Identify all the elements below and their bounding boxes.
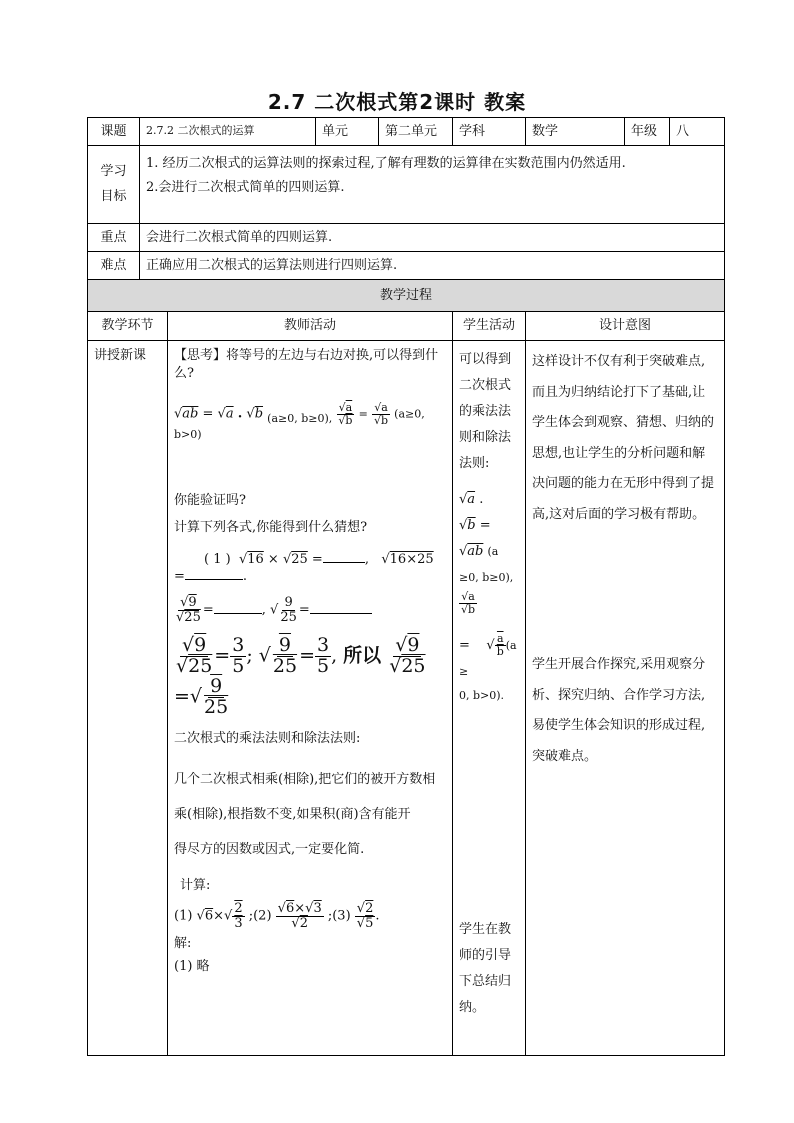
- xueke-label: 学科: [453, 118, 526, 146]
- column-header-row: [88, 312, 725, 341]
- teacher-activity: [168, 341, 453, 1056]
- design-text-1: 这样设计不仅有利于突破难点,而且为归纳结论打下了基础,让学生体会到观察、猜想、归纳的思想,也让学生的分析问题和解决问题的能力在无形中得到了提高,这对后面的学习极有帮助。: [532, 354, 715, 522]
- goal-item-2: 2.会进行二次根式简单的四则运算.: [146, 180, 345, 196]
- goals-row: [88, 146, 725, 224]
- frac-sqrt-formula: $\frac{√a}{√b}$: [373, 401, 389, 427]
- think-text: 【思考】将等号的左边与右边对换,可以得到什么?: [174, 348, 439, 381]
- nianji-label: 年级: [625, 118, 670, 146]
- key-point-row: [88, 224, 725, 252]
- solve-label: 解:: [174, 935, 192, 951]
- formula-line: √ab = √a . √b $_{(a\ge 0, b\ge 0),}$ $\frac{√a}{√b}$ = $\frac{√a}{√b}$ (a≥0, b>0): [174, 401, 425, 442]
- col-student: 学生活动: [453, 312, 526, 341]
- design-intent: [526, 341, 725, 1056]
- header-row: [88, 118, 725, 146]
- content-row: [88, 341, 725, 1056]
- exercise-2-result: $\frac{√9}{√25}$ = $\frac{3}{5}$ ; √ $\frac{9}{25}$ = $\frac{3}{5}$ , 所以 $\frac{√9}{√25}$ =√ $\frac{9}{25}$: [174, 634, 426, 719]
- calc-exercises: (1) √6×√ $\frac{2}{3}$ ;(2) $\frac{√6\times√3}{√2}$ ;(3) $\frac{√2}{√5}$ .: [174, 901, 380, 931]
- process-header: 教学过程: [88, 280, 725, 312]
- danyuan-value: 第二单元: [379, 118, 453, 146]
- goal-item-1: 1. 经历二次根式的运算法则的探索过程,了解有理数的运算律在实数范围内仍然适用.: [146, 156, 626, 171]
- page-title: 2.7 二次根式第2课时 教案: [267, 90, 527, 114]
- rule-text: 几个二次根式相乘(相除),把它们的被开方数相 乘(相除),根指数不变,如果积(商)含有能开 得尽方的因数或因式,一定要化简.: [174, 771, 436, 857]
- calc-label: 计算:: [180, 877, 211, 893]
- exercise-2: $\frac{√9}{√25}$ = , √ $\frac{9}{25}$ =: [174, 596, 446, 624]
- col-design: 设计意图: [526, 312, 725, 341]
- formula-cond-2: (a≥0, b>0): [174, 407, 425, 442]
- exercise-1: ( 1 ) √16 × √25 = , √16×25: [204, 551, 434, 567]
- verify-text: 你能验证吗?: [174, 492, 246, 508]
- student-text-1: 可以得到二次根式的乘法法则和除法法则:: [459, 352, 512, 471]
- sqrt-frac-formula: $\frac{√a}{√b}$: [338, 401, 353, 427]
- stage-name: 讲授新课: [88, 341, 168, 1056]
- rule-title: 二次根式的乘法法则和除法法则:: [174, 730, 361, 746]
- goals-text: [140, 146, 725, 224]
- danyuan-label: 单元: [316, 118, 379, 146]
- lesson-plan-table: [87, 117, 725, 1056]
- keti-value: 2.7.2 二次根式的运算: [140, 118, 316, 146]
- key-point-text: 会进行二次根式简单的四则运算.: [140, 224, 725, 252]
- goals-label: 学习 目标: [88, 146, 140, 224]
- design-text-2: 学生开展合作探究,采用观察分析、探究归纳、合作学习方法,易使学生体会知识的形成过程,突破难点。: [532, 657, 706, 764]
- answer-1: (1) 略: [174, 959, 210, 975]
- formula-cond-1: (a≥0, b≥0),: [267, 411, 333, 425]
- student-activity: [453, 341, 526, 1056]
- keti-label: 课题: [88, 118, 140, 146]
- exercise-1-blank: = .: [174, 569, 248, 585]
- difficulty-row: [88, 252, 725, 280]
- process-header-row: [88, 280, 725, 312]
- difficulty-label: 难点: [88, 252, 140, 280]
- student-formula: √a . √b = √ab (a ≥0, b≥0), $\frac{√a}{√b}$ = √ $\frac{a}{b}$ (a ≥ 0, b>0).: [459, 492, 517, 702]
- xueke-value: 数学: [526, 118, 625, 146]
- calc-guess-text: 计算下列各式,你能得到什么猜想?: [174, 520, 368, 536]
- nianji-value: 八: [670, 118, 725, 146]
- difficulty-text: 正确应用二次根式的运算法则进行四则运算.: [140, 252, 725, 280]
- col-stage: 教学环节: [88, 312, 168, 341]
- col-teacher: 教师活动: [168, 312, 453, 341]
- key-point-label: 重点: [88, 224, 140, 252]
- student-summary: 学生在教师的引导下总结归纳。: [459, 922, 512, 1015]
